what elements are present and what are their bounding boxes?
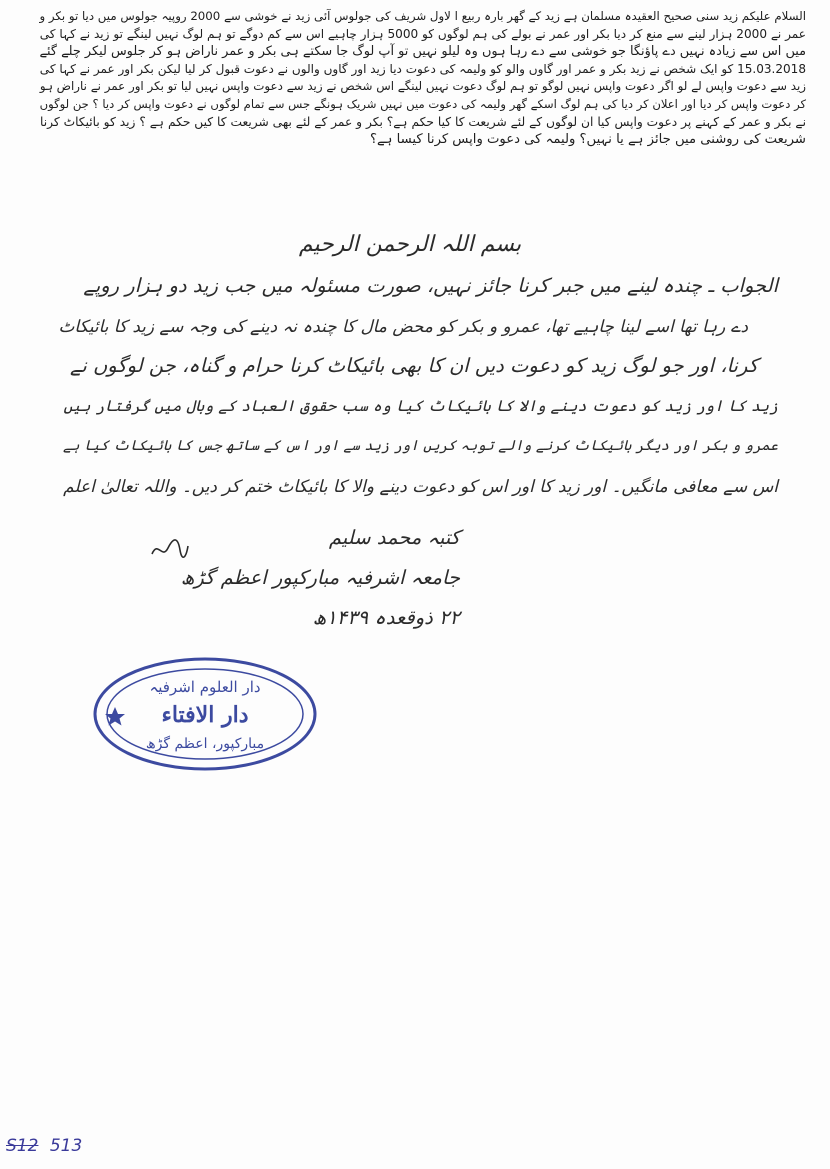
signature-date: ۲۲ ذوقعدہ ۱۴۳۹ھ: [312, 606, 460, 629]
question-line: میں اس سے زیادہ نہیں دے پاؤنگا جو خوشی سے دے رہا ہوں وہ لیلو نہیں تو آپ لوگ جا سکتے ہی بکر و عمر ناراض ہو کر جلوس لیکر چلے گئے: [39, 44, 806, 60]
question-line: السلام علیکم زید سنی صحیح العقیدہ مسلمان ہے زید کے گھر بارہ ربیع ا لاول شریف کی جولوس آئی زید نے خوشی سے 2000 روپیہ جولوس میں دیا تو بکر و: [39, 9, 806, 23]
page-number: 513: [49, 1136, 83, 1156]
stamp-bottom-text: مبارکپور، اعظم گڑھ: [145, 736, 265, 752]
signature-institution: جامعہ اشرفیہ مبارکپور اعظم گڑھ: [180, 566, 460, 589]
signature-block: [160, 518, 460, 638]
question-line: زید سے دعوت واپس لے لو اگر دعوت واپس نہیں لوگو تو ہم لوگ دعوت نہیں لینگے اس شخص نے زید سے دعوت واپس نہیں لیا تو بکر اور عمر نے ناراض ہو: [39, 79, 806, 94]
question-line: عمر نے 2000 ہزار لینے سے منع کر دیا بکر اور عمر نے بولے کی ہم لوگوں کو 5000 ہزار چاہیے اس سے کم دوگے تو ہم لوگ نہیں لینگے تو زید نے کہا کی: [39, 26, 806, 41]
answer-line: زید کا اور زید کو دعوت دینے والا کا بائیکاٹ کیا وہ سب حقوق العباد کے وبال میں گرفتار ہیں: [63, 397, 778, 415]
page-number-mark: [6, 1136, 82, 1156]
question-line: کر دعوت واپس کر دیا اور اعلان کر دیا کی ہم لوگ اسکے گھر ولیمہ کی دعوت میں نہیں شریک ہونگے جس سے تمام لوگوں نے دعوت واپس کر دیا ؟ جن لوگوں: [39, 96, 806, 111]
signature-name: کتبہ محمد سلیم: [328, 526, 460, 549]
question-line: نے بکر و عمر کے کہنے پر دعوت واپس کیا ان لوگوں کے لئے شریعت کا کیا حکم ہے؟ بکر و عمر کے لئے بھی شریعت کا کیں حکم ہے ؟ زید کو بائیکاٹ کرنا: [39, 114, 806, 129]
question-text: [24, 8, 806, 149]
question-line: شریعت کی روشنی میں جائز ہے یا نہیں؟ ولیمہ کی دعوت واپس کرنا کیسا ہے؟: [370, 132, 806, 148]
answer-line: عمرو و بکر اور دیگر بائیکاٹ کرنے والے توبہ کریں اور زید سے اور اس کے ساتھ جس کا بائیکاٹ کیا ہے: [62, 438, 778, 454]
answer-line: اس سے معافی مانگیں۔ اور زید کا اور اس کو دعوت دینے والا کا بائیکاٹ ختم کر دیں۔ واللہ تعالیٰ اعلم: [63, 476, 778, 496]
stamp-top-text: دار العلوم اشرفیہ: [149, 678, 261, 696]
stamp-center-text: دار الافتاء: [161, 702, 249, 728]
seal-stamp: [92, 656, 318, 772]
struck-page-number: S12: [6, 1136, 39, 1156]
handwritten-answer: [48, 266, 778, 506]
answer-line: کرنا، اور جو لوگ زید کو دعوت دیں ان کا بھی بائیکاٹ کرنا حرام و گناہ، جن لوگوں نے: [69, 354, 758, 377]
question-line: 15.03.2018 کو ایک شخص نے زید بکر و عمر اور گاوں والو کو ولیمہ کی دعوت دیا زید اور گاوں والوں نے دعوت قبول کر لیا لیکن بکر اور عمر نے کہا کی: [39, 61, 806, 76]
answer-line: دے رہا تھا اسے لینا چاہیے تھا، عمرو و بکر کو محض مال کا چندہ نہ دینے کی وجہ سے زید کا بائیکاٹ: [58, 316, 748, 336]
bismillah-heading: بسم اللہ الرحمن الرحیم: [298, 232, 522, 257]
answer-line: الجواب ـ چندہ لینے میں جبر کرنا جائز نہیں، صورت مسئولہ میں جب زید دو ہزار روپے: [83, 274, 778, 297]
